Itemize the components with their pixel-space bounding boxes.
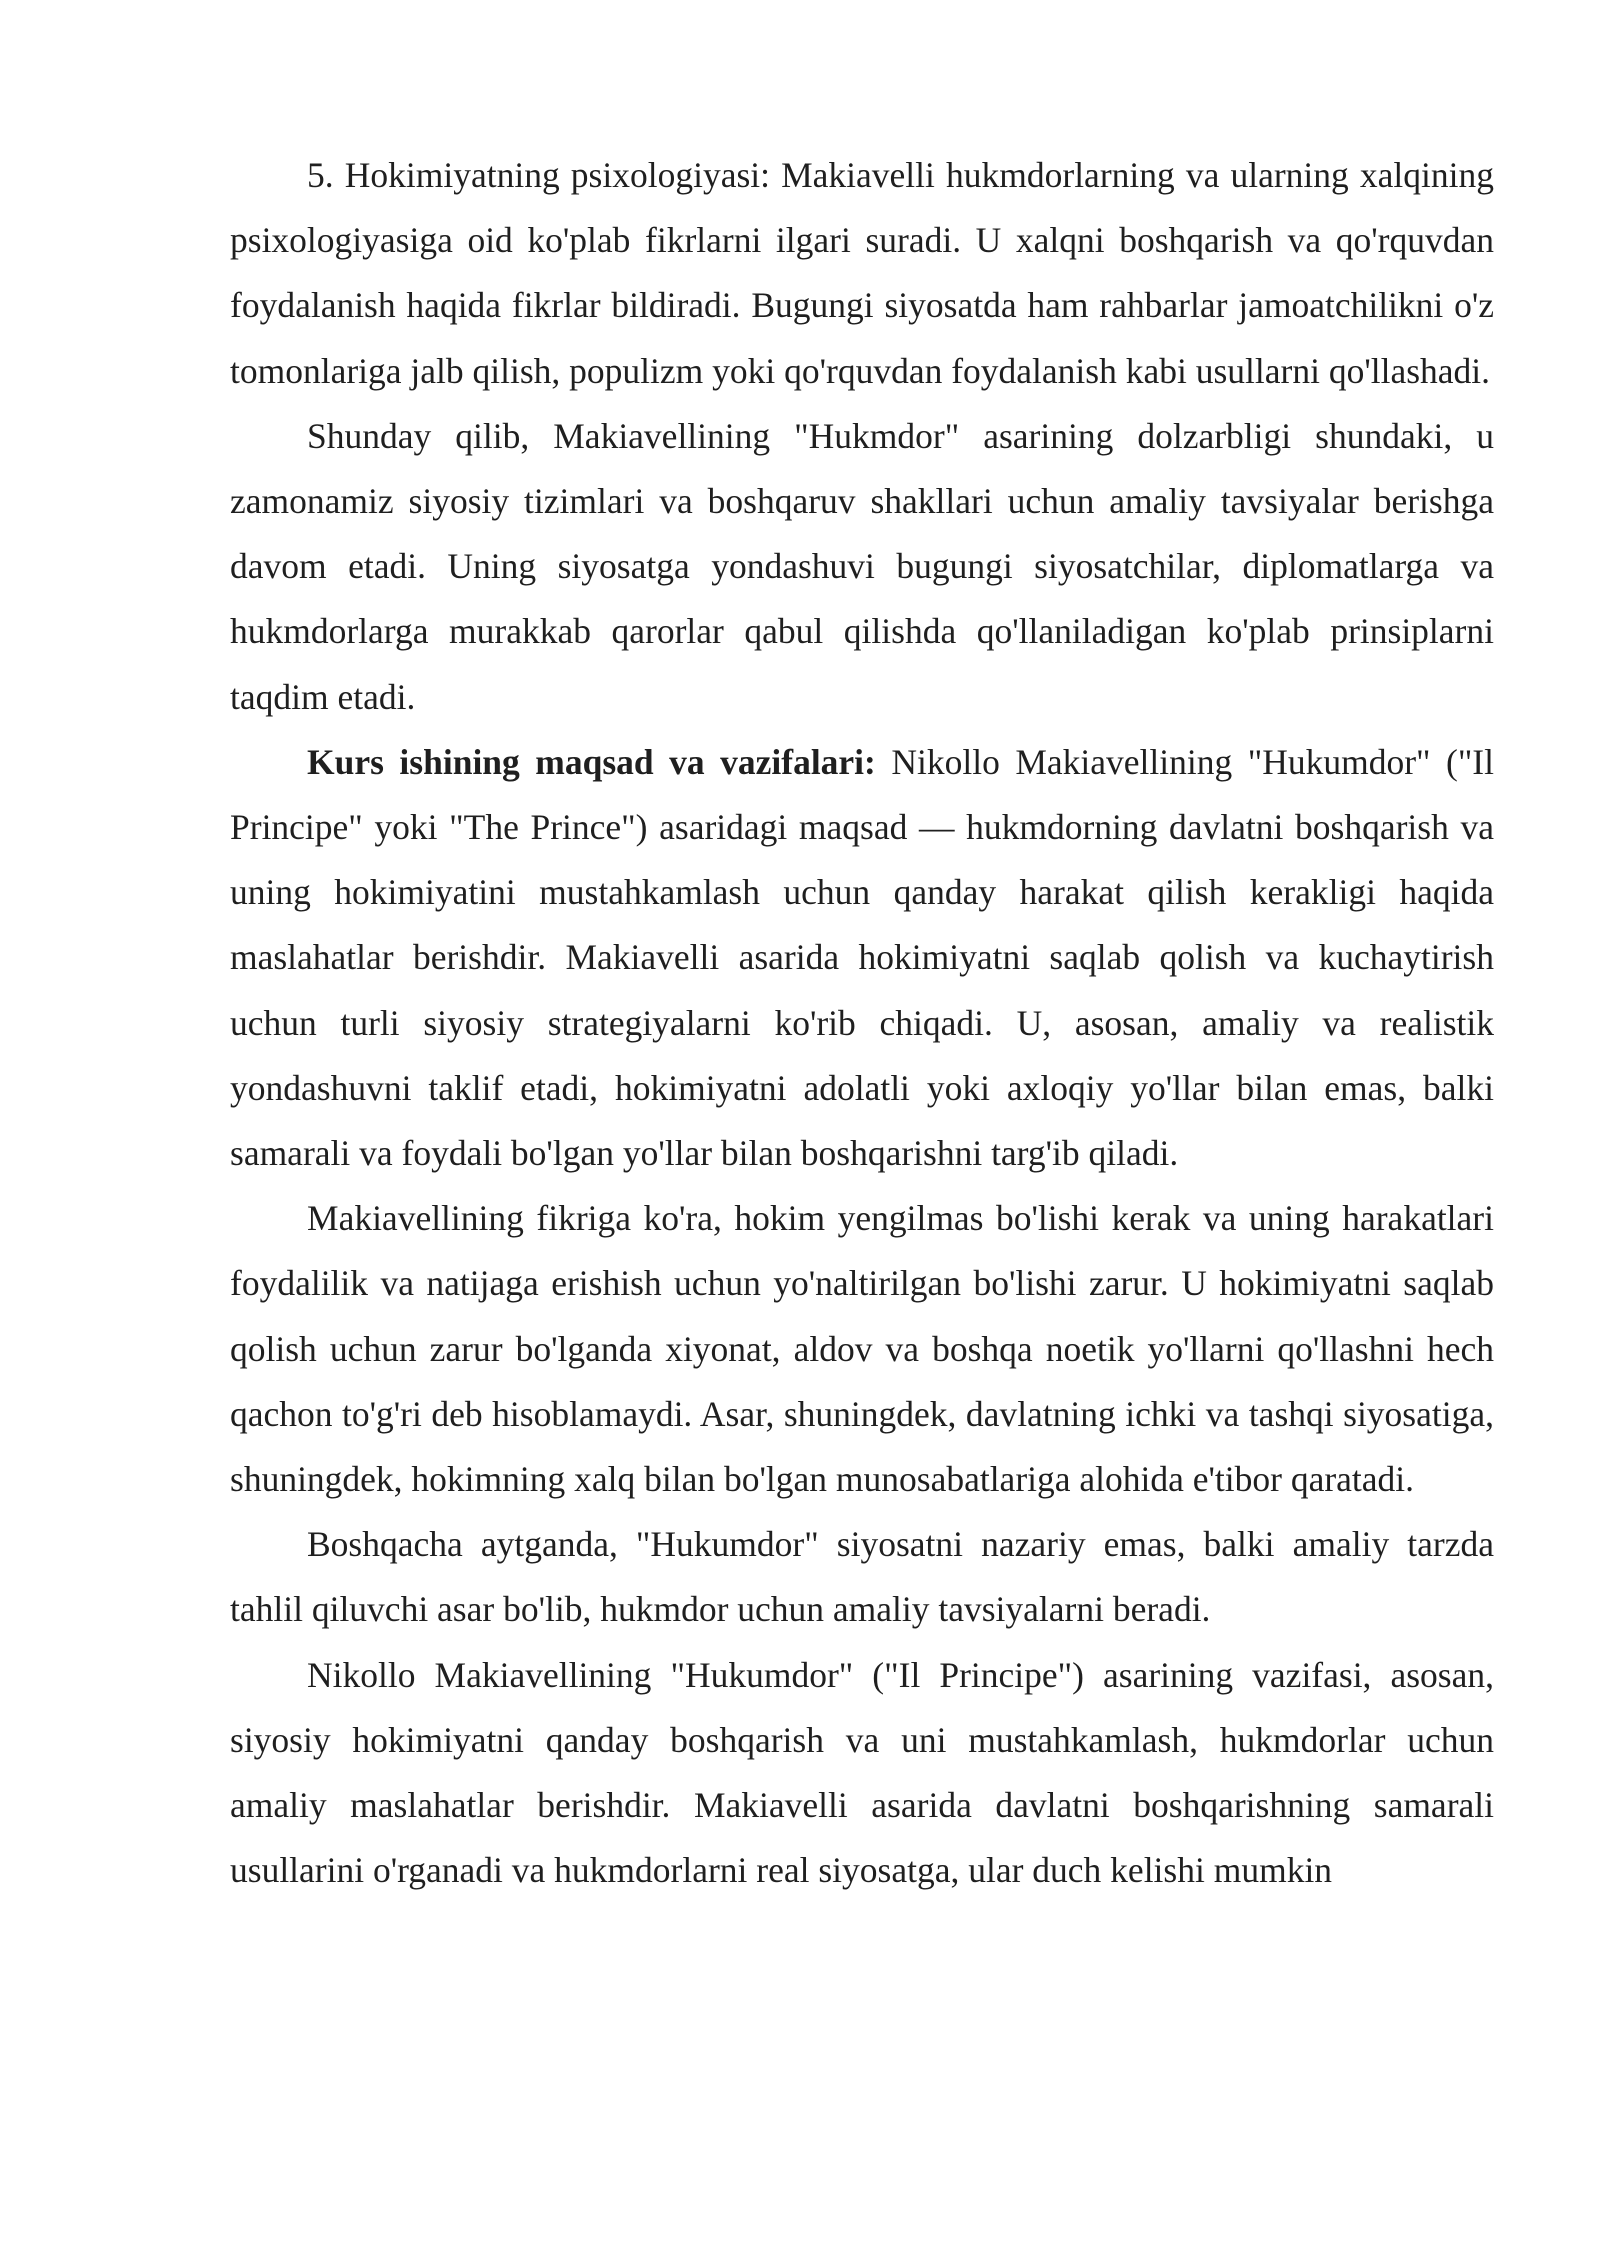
paragraph-course-goals	[230, 730, 1494, 1186]
paragraph-text: Nikollo Makiavellining "Hukumdor" ("Il Principe") asarining vazifasi, asosan, siyosiy hokimiyatni qanday boshqarish va uni mustahkamlash, hukmdorlar uchun amaliy maslahatlar berishdir. Makiavelli asarida davlatni boshqarishning samarali usullarini o'rganadi va hukmdorlarni real siyosatga, ular duch kelishi mumkin	[230, 1654, 1494, 1891]
paragraph-text: 5. Hokimiyatning psixologiyasi: Makiavelli hukmdorlarning va ularning xalqining psixologiyasiga oid ko'plab fikrlarni ilgari suradi. U xalqni boshqarish va qo'rquvdan foydalanish haqida fikrlar bildiradi. Bugungi siyosatda ham rahbarlar jamoatchilikni o'z tomonlariga jalb qilish, populizm yoki qo'rquvdan foydalanish kabi usullarni qo'llashadi.	[230, 155, 1494, 391]
document-body	[230, 143, 1494, 1903]
paragraph-task-of-work	[230, 1643, 1494, 1904]
paragraph-machiavelli-view	[230, 1186, 1494, 1512]
paragraph-relevance-summary	[230, 404, 1494, 730]
paragraph-power-psychology	[230, 143, 1494, 404]
paragraph-text: Boshqacha aytganda, "Hukumdor" siyosatni nazariy emas, balki amaliy tarzda tahlil qiluvchi asar bo'lib, hukmdor uchun amaliy tavsiyalarni beradi.	[230, 1524, 1494, 1630]
paragraph-in-other-words	[230, 1512, 1494, 1642]
paragraph-text: Makiavellining fikriga ko'ra, hokim yengilmas bo'lishi kerak va uning harakatlari foydalilik va natijaga erishish uchun yo'naltirilgan bo'lishi zarur. U hokimiyatni saqlab qolish uchun zarur bo'lganda xiyonat, aldov va boshqa noetik yo'llarni qo'llashni hech qachon to'g'ri deb hisoblamaydi. Asar, shuningdek, davlatning ichki va tashqi siyosatiga, shuningdek, hokimning xalq bilan bo'lgan munosabatlariga alohida e'tibor qaratadi.	[230, 1198, 1494, 1500]
paragraph-text: Shunday qilib, Makiavellining "Hukmdor" asarining dolzarbligi shundaki, u zamonamiz siyosiy tizimlari va boshqaruv shakllari uchun amaliy tavsiyalar berishga davom etadi. Uning siyosatga yondashuvi bugungi siyosatchilar, diplomatlarga va hukmdorlarga murakkab qarorlar qabul qilishda qo'llaniladigan ko'plab prinsiplarni taqdim etadi.	[230, 415, 1494, 717]
paragraph-text: Nikollo Makiavellining "Hukumdor" ("Il Principe" yoki "The Prince") asaridagi maqsad — hukmdorning davlatni boshqarish va uning hokimiyatini mustahkamlash uchun qanday harakat qilish kerakligi haqida maslahatlar berishdir. Makiavelli asarida hokimiyatni saqlab qolish va kuchaytirish uchun turli siyosiy strategiyalarni ko'rib chiqadi. U, asosan, amaliy va realistik yondashuvni taklif etadi, hokimiyatni adolatli yoki axloqiy yo'llar bilan emas, balki samarali va foydali bo'lgan yo'llar bilan boshqarishni targ'ib qiladi.	[230, 741, 1494, 1174]
section-heading-inline: Kurs ishining maqsad va vazifalari:	[307, 741, 876, 782]
